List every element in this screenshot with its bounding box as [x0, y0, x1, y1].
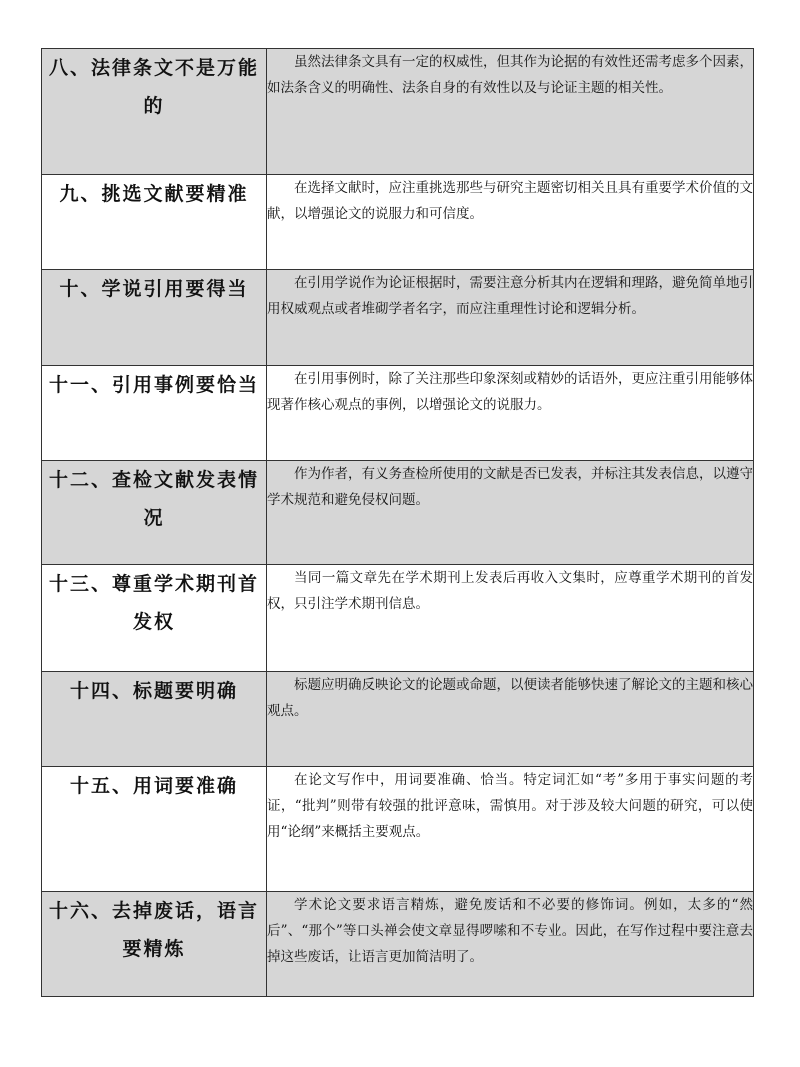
table-row [42, 565, 754, 672]
rule-description [267, 175, 754, 270]
table-row [42, 270, 754, 366]
rules-table [41, 48, 754, 997]
rule-title: 十、学说引用要得当 [42, 270, 267, 366]
rule-text: 在引用学说作为论证根据时，需要注意分析其内在逻辑和理路，避免简单地引用权威观点或者堆砌学者名字，而应注重理性讨论和逻辑分析。 [267, 275, 753, 317]
table-row [42, 49, 754, 175]
table-row [42, 175, 754, 270]
table-row [42, 892, 754, 997]
table-row [42, 767, 754, 892]
rule-title: 十三、尊重学术期刊首发权 [42, 565, 267, 672]
rule-title: 十四、标题要明确 [42, 672, 267, 767]
rule-text: 在论文写作中，用词要准确、恰当。特定词汇如“考”多用于事实问题的考证，“批判”则带有较强的批评意味，需慎用。对于涉及较大问题的研究，可以使用“论纲”来概括主要观点。 [267, 772, 753, 840]
table-row [42, 672, 754, 767]
rule-description [267, 461, 754, 565]
rule-title: 八、法律条文不是万能的 [42, 49, 267, 175]
rule-text: 作为作者，有义务查检所使用的文献是否已发表，并标注其发表信息，以遵守学术规范和避免侵权问题。 [267, 466, 753, 508]
rule-text: 当同一篇文章先在学术期刊上发表后再收入文集时，应尊重学术期刊的首发权，只引注学术期刊信息。 [267, 570, 753, 612]
rule-text: 虽然法律条文具有一定的权威性，但其作为论据的有效性还需考虑多个因素，如法条含义的明确性、法条自身的有效性以及与论证主题的相关性。 [267, 54, 753, 96]
rule-description [267, 565, 754, 672]
rule-description [267, 672, 754, 767]
table-row [42, 366, 754, 461]
rule-description [267, 49, 754, 175]
rule-description [267, 270, 754, 366]
rule-description [267, 892, 754, 997]
table-row [42, 461, 754, 565]
rule-title: 十六、去掉废话，语言要精炼 [42, 892, 267, 997]
rule-text: 学术论文要求语言精炼，避免废话和不必要的修饰词。例如，太多的“然后”、“那个”等口头禅会使文章显得啰嗦和不专业。因此，在写作过程中要注意去掉这些废话，让语言更加简洁明了。 [267, 897, 753, 965]
rule-description [267, 366, 754, 461]
rule-title: 十一、引用事例要恰当 [42, 366, 267, 461]
rule-text: 标题应明确反映论文的论题或命题，以便读者能够快速了解论文的主题和核心观点。 [267, 677, 753, 719]
rule-title: 九、挑选文献要精准 [42, 175, 267, 270]
rule-description [267, 767, 754, 892]
rule-title: 十五、用词要准确 [42, 767, 267, 892]
rule-title: 十二、查检文献发表情况 [42, 461, 267, 565]
rule-text: 在选择文献时，应注重挑选那些与研究主题密切相关且具有重要学术价值的文献，以增强论文的说服力和可信度。 [267, 180, 753, 222]
rule-text: 在引用事例时，除了关注那些印象深刻或精妙的话语外，更应注重引用能够体现著作核心观点的事例，以增强论文的说服力。 [267, 371, 753, 413]
